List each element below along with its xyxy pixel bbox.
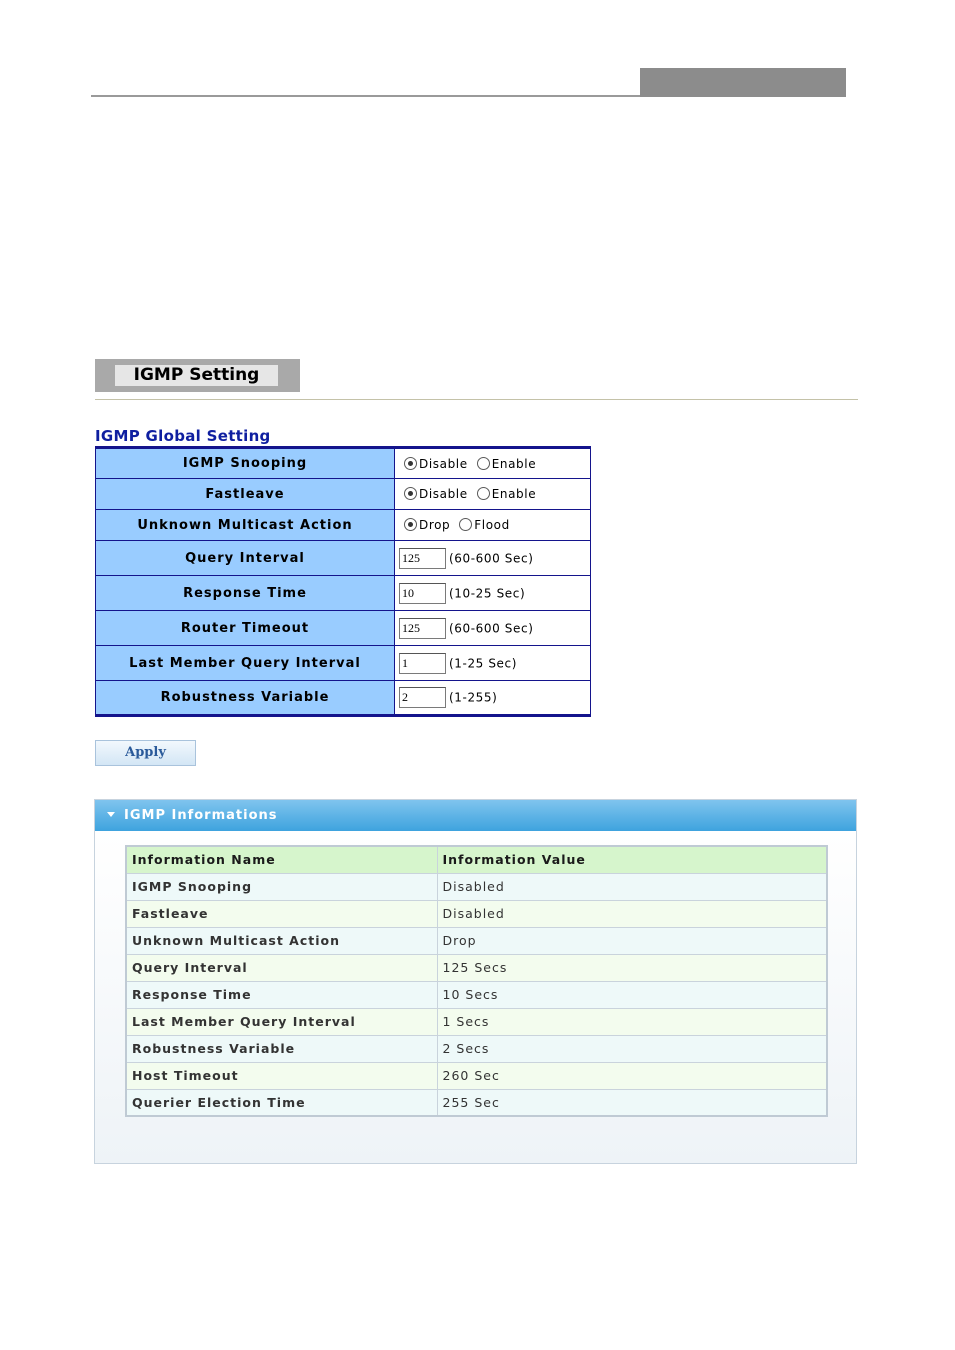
info-table-header-row [126,846,827,873]
robustness-label: Robustness Variable [96,681,395,716]
igmp-snooping-enable-radio[interactable] [477,457,490,470]
fastleave-enable-radio[interactable] [477,487,490,500]
last-member-query-input[interactable] [399,653,446,674]
info-value-cell: 255 Sec [437,1089,827,1116]
igmp-informations-header[interactable] [95,800,856,831]
query-interval-cell [395,541,591,576]
robustness-row [96,681,591,716]
table-row [126,1035,827,1062]
info-value-cell: 260 Sec [437,1062,827,1089]
response-time-input[interactable] [399,583,446,604]
table-row [126,1089,827,1116]
response-time-range: (10-25 Sec) [449,586,526,600]
fastleave-disable-radio[interactable] [404,487,417,500]
apply-button[interactable]: Apply [95,740,196,766]
unknown-multicast-row [96,510,591,541]
collapse-triangle-icon[interactable] [107,812,115,817]
info-value-cell: Drop [437,927,827,954]
info-name-cell: Unknown Multicast Action [126,927,437,954]
igmp-snooping-enable-label: Enable [491,456,537,471]
table-row [126,900,827,927]
unknown-multicast-options [395,510,591,541]
response-time-label: Response Time [96,576,395,611]
router-timeout-input[interactable] [399,618,446,639]
page-title-tab [95,359,300,392]
fastleave-row [96,479,591,510]
info-value-column-header: Information Value [437,846,827,873]
unknown-multicast-flood-label: Flood [474,518,510,532]
igmp-global-setting-table [95,446,591,717]
igmp-informations-title: IGMP Informations [124,808,278,823]
info-value-cell: 125 Secs [437,954,827,981]
info-value-cell: Disabled [437,873,827,900]
info-name-cell: IGMP Snooping [126,873,437,900]
router-timeout-cell [395,611,591,646]
robustness-range: (1-255) [449,690,498,705]
fastleave-options [395,479,591,510]
unknown-multicast-label: Unknown Multicast Action [96,510,395,541]
info-name-cell: Last Member Query Interval [126,1008,437,1035]
last-member-query-cell [395,646,591,681]
igmp-snooping-label: IGMP Snooping [96,448,395,479]
table-row [126,981,827,1008]
response-time-cell [395,576,591,611]
router-timeout-row [96,611,591,646]
info-name-cell: Host Timeout [126,1062,437,1089]
igmp-informations-panel [94,799,857,1164]
response-time-row [96,576,591,611]
igmp-snooping-row [96,448,591,479]
query-interval-input[interactable] [399,548,446,569]
info-name-column-header: Information Name [126,846,437,873]
query-interval-row [96,541,591,576]
info-name-cell: Query Interval [126,954,437,981]
info-value-cell: 10 Secs [437,981,827,1008]
section-title: IGMP Global Setting [95,427,271,445]
fastleave-label: Fastleave [96,479,395,510]
fastleave-enable-label: Enable [491,487,537,501]
query-interval-label: Query Interval [96,541,395,576]
header-block [640,68,846,97]
info-name-cell: Querier Election Time [126,1089,437,1116]
info-name-cell: Response Time [126,981,437,1008]
fastleave-disable-label: Disable [419,487,468,501]
igmp-snooping-options [395,448,591,479]
info-value-cell: Disabled [437,900,827,927]
router-timeout-label: Router Timeout [96,611,395,646]
unknown-multicast-drop-label: Drop [419,518,451,532]
info-name-cell: Fastleave [126,900,437,927]
unknown-multicast-drop-radio[interactable] [404,518,417,531]
igmp-informations-table [125,845,828,1117]
table-row [126,1008,827,1035]
igmp-informations-body [95,831,856,1163]
robustness-cell [395,681,591,716]
page-title: IGMP Setting [115,365,278,386]
table-row [126,954,827,981]
robustness-input[interactable] [399,687,446,708]
unknown-multicast-flood-radio[interactable] [459,518,472,531]
title-divider [95,399,858,400]
info-name-cell: Robustness Variable [126,1035,437,1062]
last-member-query-label: Last Member Query Interval [96,646,395,681]
info-value-cell: 1 Secs [437,1008,827,1035]
table-row [126,927,827,954]
header-line [91,95,641,97]
last-member-query-row [96,646,591,681]
last-member-query-range: (1-25 Sec) [449,656,518,670]
table-row [126,873,827,900]
igmp-snooping-disable-radio[interactable] [404,457,417,470]
router-timeout-range: (60-600 Sec) [449,621,534,635]
table-row [126,1062,827,1089]
info-value-cell: 2 Secs [437,1035,827,1062]
igmp-snooping-disable-label: Disable [419,456,468,471]
query-interval-range: (60-600 Sec) [449,551,534,565]
